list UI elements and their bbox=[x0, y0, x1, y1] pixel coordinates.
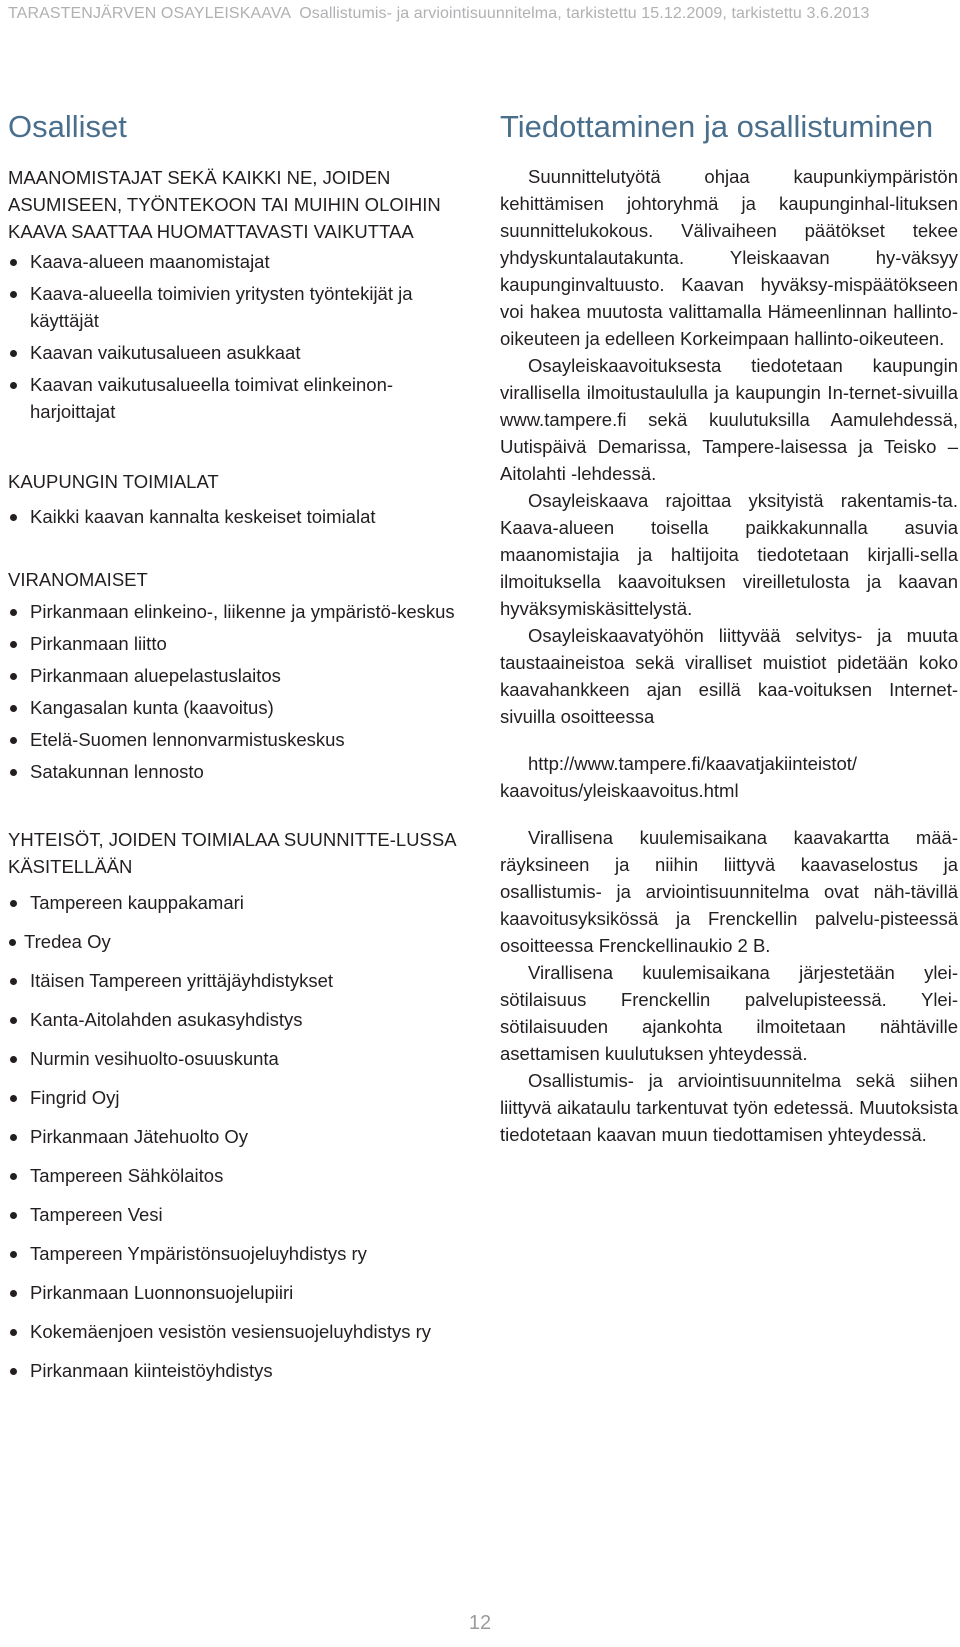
bullet-icon bbox=[10, 1329, 17, 1336]
list-item: Pirkanmaan elinkeino-, liikenne ja ympäristö-keskus bbox=[8, 598, 468, 625]
bullet-icon bbox=[10, 1212, 17, 1219]
list-item: Kangasalan kunta (kaavoitus) bbox=[8, 694, 468, 721]
bullet-icon bbox=[10, 978, 17, 985]
list-item: Kaavan vaikutusalueen asukkaat bbox=[8, 339, 468, 366]
bullet-icon bbox=[10, 769, 17, 776]
section-heading-landowners: MAANOMISTAJAT SEKÄ KAIKKI NE, JOIDEN ASUMISEEN, TYÖNTEKOON TAI MUIHIN OLOIHIN KAAVA SAATTAA HUOMATTAVASTI VAIKUTTAA bbox=[8, 167, 441, 242]
bullet-icon bbox=[10, 673, 17, 680]
bullet-icon bbox=[10, 291, 17, 298]
plan-title: TARASTENJÄRVEN OSAYLEISKAAVA bbox=[8, 5, 292, 22]
running-header bbox=[8, 5, 958, 23]
bullet-icon bbox=[10, 1368, 17, 1375]
list-item: Pirkanmaan aluepelastuslaitos bbox=[8, 662, 468, 689]
section-heading-authorities: VIRANOMAISET bbox=[8, 569, 148, 590]
paragraph: Osayleiskaavatyöhön liittyvää selvitys- ja muuta taustaaineistoa sekä viralliset muistiot pidetään koko kaavahankkeen ajan esillä kaa-voituksen Internet-sivuilla osoitteessa bbox=[500, 625, 958, 727]
bullet-icon bbox=[10, 514, 17, 521]
list-item: Satakunnan lennosto bbox=[8, 758, 468, 785]
bullet-icon bbox=[10, 1290, 17, 1297]
section-heading-communities: YHTEISÖT, JOIDEN TOIMIALAA SUUNNITTE-LUSSA KÄSITELLÄÄN bbox=[8, 829, 456, 877]
list-item: Pirkanmaan liitto bbox=[8, 630, 468, 657]
page-number: 12 bbox=[468, 1612, 492, 1634]
url-line[interactable]: http://www.tampere.fi/kaavatjakiinteistot/ bbox=[528, 753, 858, 774]
list-item: Kaava-alueella toimivien yritysten työntekijät ja käyttäjät bbox=[8, 280, 468, 334]
bullet-icon bbox=[10, 1056, 17, 1063]
bullet-icon bbox=[10, 259, 17, 266]
list-item: Kanta-Aitolahden asukasyhdistys bbox=[8, 1006, 468, 1033]
paragraph: Osayleiskaavoituksesta tiedotetaan kaupungin virallisella ilmoitustaululla ja kaupungin In-ternet-sivuilla www.tampere.fi sekä kuulutuksilla Aamulehdessä, Uutispäivä Demarissa, Tampere-laisessa ja Teisko – Aitolahti -lehdessä. bbox=[500, 355, 958, 484]
bullet-icon bbox=[10, 382, 17, 389]
bullet-icon bbox=[10, 900, 17, 907]
paragraph: Osayleiskaava rajoittaa yksityistä rakentamis-ta. Kaava-alueen toisella paikkakunnalla asuvia maanomistajia ja haltijoita tiedotetaan kirjalli-sella ilmoituksella kaavoituksen vireilletulosta ja kaavan hyväksymiskäsittelystä. bbox=[500, 490, 958, 619]
list-item: Nurmin vesihuolto-osuuskunta bbox=[8, 1045, 468, 1072]
bullet-icon bbox=[10, 350, 17, 357]
bullet-icon bbox=[10, 1017, 17, 1024]
paragraph: Suunnittelutyötä ohjaa kaupunkiympäristön kehittämisen johtoryhmä ja kaupunginhal-lituksen suunnittelukokous. Välivaiheen päätökset tekee yhdyskuntalautakunta. Yleiskaavan hy-väksyy kaupunginvaltuusto. Kaavan hyväksy-mispäätökseen voi hakea muutosta valittamalla Hämeenlinnan hallinto-oikeuteen ja edelleen Korkeimpaan hallinto-oikeuteen. bbox=[500, 166, 958, 349]
list-item: Kokemäenjoen vesistön vesiensuojeluyhdistys ry bbox=[8, 1318, 468, 1345]
bullet-icon bbox=[10, 705, 17, 712]
list-item: Tampereen Vesi bbox=[8, 1201, 468, 1228]
list-item: Pirkanmaan kiinteistöyhdistys bbox=[8, 1357, 468, 1384]
list-item: Fingrid Oyj bbox=[8, 1084, 468, 1111]
list-item: Tampereen Ympäristönsuojeluyhdistys ry bbox=[8, 1240, 468, 1267]
section-heading-city-departments: KAUPUNGIN TOIMIALAT bbox=[8, 471, 219, 492]
list-item: Kaikki kaavan kannalta keskeiset toimialat bbox=[8, 503, 468, 530]
bullet-icon bbox=[9, 939, 16, 946]
communities-list bbox=[8, 889, 468, 1384]
paragraph: Virallisena kuulemisaikana järjestetään ylei-sötilaisuus Frenckellin palvelupisteessä. Ylei-sötilaisuuden ajankohta ilmoitetaan nähtäville asettamisen kuulutuksen yhteydessä. bbox=[500, 962, 958, 1064]
paragraph: Osallistumis- ja arviointisuunnitelma sekä siihen liittyvä aikataulu tarkentuvat työn edetessä. Muutoksista tiedotetaan kaavan muun tiedottamisen yhteydessä. bbox=[500, 1070, 958, 1145]
list-item: Itäisen Tampereen yrittäjäyhdistykset bbox=[8, 967, 468, 994]
bullet-icon bbox=[10, 737, 17, 744]
list-item: Pirkanmaan Luonnonsuojelupiiri bbox=[8, 1279, 468, 1306]
list-item: Tredea Oy bbox=[8, 928, 468, 955]
plan-url[interactable] bbox=[500, 750, 958, 804]
authorities-list bbox=[8, 598, 468, 785]
list-item: Kaavan vaikutusalueella toimivat elinkeinon-harjoittajat bbox=[8, 371, 468, 425]
bullet-icon bbox=[10, 641, 17, 648]
list-item: Tampereen Sähkölaitos bbox=[8, 1162, 468, 1189]
information-column bbox=[500, 108, 958, 1148]
list-item: Tampereen kauppakamari bbox=[8, 889, 468, 916]
bullet-icon bbox=[10, 1134, 17, 1141]
information-title: Tiedottaminen ja osallistuminen bbox=[500, 109, 934, 144]
participants-title: Osalliset bbox=[8, 109, 127, 144]
list-item: Kaava-alueen maanomistajat bbox=[8, 248, 468, 275]
list-item: Etelä-Suomen lennonvarmistuskeskus bbox=[8, 726, 468, 753]
bullet-icon bbox=[10, 1173, 17, 1180]
city-departments-list bbox=[8, 503, 468, 530]
list-item: Pirkanmaan Jätehuolto Oy bbox=[8, 1123, 468, 1150]
doc-info: Osallistumis- ja arviointisuunnitelma, tarkistettu 15.12.2009, tarkistettu 3.6.2013 bbox=[299, 5, 870, 22]
bullet-icon bbox=[10, 609, 17, 616]
participants-column bbox=[8, 108, 468, 1396]
bullet-icon bbox=[10, 1251, 17, 1258]
landowners-list bbox=[8, 248, 468, 425]
bullet-icon bbox=[10, 1095, 17, 1102]
url-line[interactable]: kaavoitus/yleiskaavoitus.html bbox=[500, 780, 739, 801]
paragraph: Virallisena kuulemisaikana kaavakartta mää-räyksineen ja niihin liittyvä kaavaselostus ja osallistumis- ja arviointisuunnitelma ovat näh-tävillä kaavoitusyksikössä ja Frenckellin palvelu-pisteessä osoitteessa Frenckellinaukio 2 B. bbox=[500, 827, 958, 956]
